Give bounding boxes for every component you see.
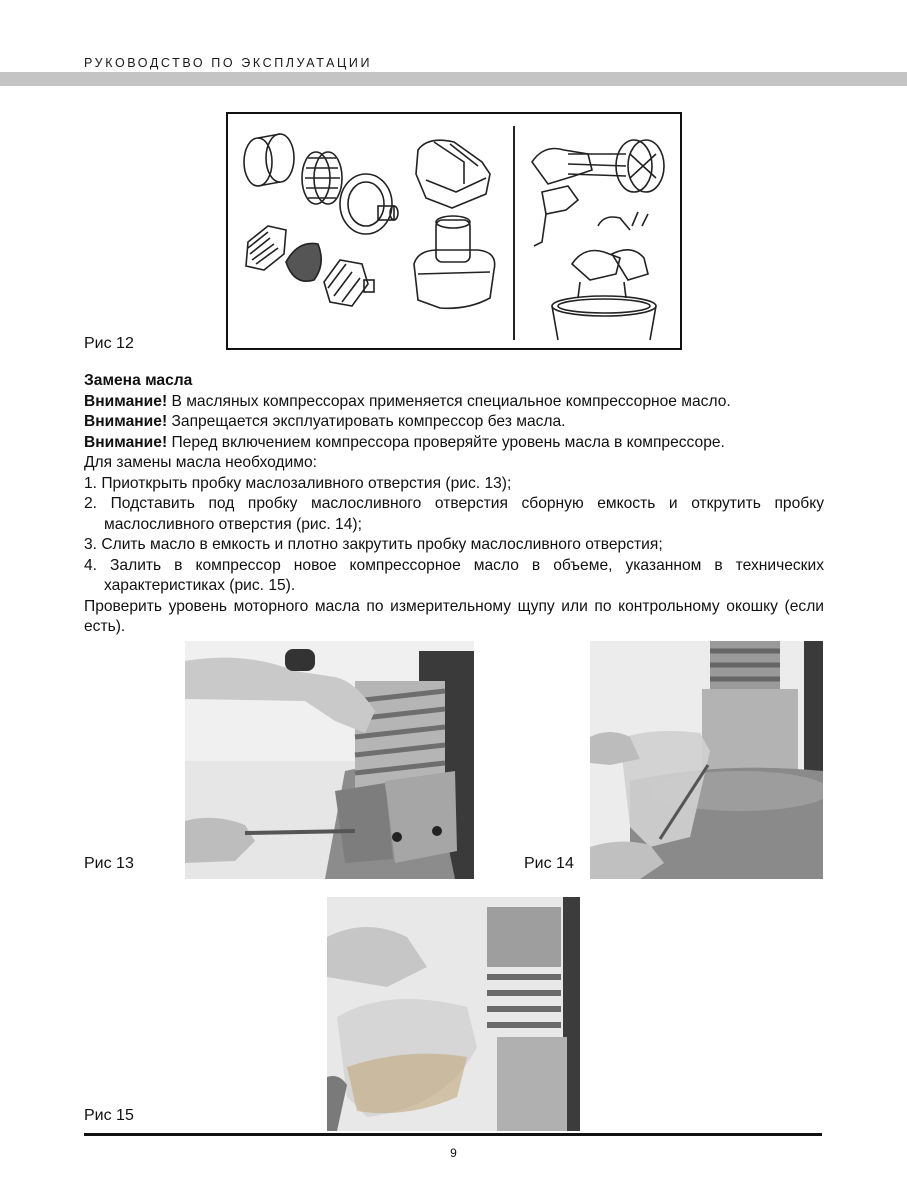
figure-12-air-filter-illustration [226, 112, 682, 350]
step-1: 1. Приоткрыть пробку маслозаливного отверстия (рис. 13); [84, 474, 512, 492]
step-2: 2. Подставить под пробку маслосливного отверстия сборную емкость и открутить пробку маслосливного отверстия (рис. 14); [84, 495, 824, 533]
steps-intro: Для замены масла необходимо: [84, 454, 317, 471]
figure-15-caption: Рис 15 [84, 1107, 134, 1124]
figure-12-caption: Рис 12 [84, 335, 134, 352]
air-filter-drawing [228, 114, 680, 348]
header-bar [0, 72, 907, 86]
warning-1 [84, 392, 824, 413]
warning-label: Внимание! [84, 413, 168, 430]
header-title: РУКОВОДСТВО ПО ЭКСПЛУАТАЦИИ [84, 56, 373, 70]
step-4: 4. Залить в компрессор новое компрессорное масло в объеме, указанном в технических характеристиках (рис. 15). [84, 556, 824, 594]
figure-14-photo [590, 641, 823, 879]
warning-2 [84, 412, 824, 433]
warning-label: Внимание! [84, 392, 168, 410]
figure-14-caption: Рис 14 [524, 855, 574, 872]
closing-paragraph: Проверить уровень моторного масла по измерительному щупу или по контрольному окошку (если есть). [84, 597, 824, 635]
footer-rule [84, 1133, 822, 1136]
figure-13-caption: Рис 13 [84, 855, 134, 872]
step-3: 3. Слить масло в емкость и плотно закрутить пробку маслосливного отверстия; [84, 536, 663, 553]
warning-text: Запрещается эксплуатировать компрессор без масла. [167, 413, 566, 430]
warning-label: Внимание! [84, 433, 168, 451]
figure-15-photo [327, 897, 580, 1131]
warning-text: Перед включением компрессора проверяйте уровень масла в компрессоре. [167, 433, 725, 451]
warning-text: В масляных компрессорах применяется специальное компрессорное масло. [167, 392, 731, 410]
oil-change-section [84, 371, 824, 638]
warning-3 [84, 433, 824, 454]
figure-13-photo [185, 641, 474, 879]
section-title: Замена масла [84, 372, 193, 389]
page-number: 9 [450, 1146, 457, 1160]
